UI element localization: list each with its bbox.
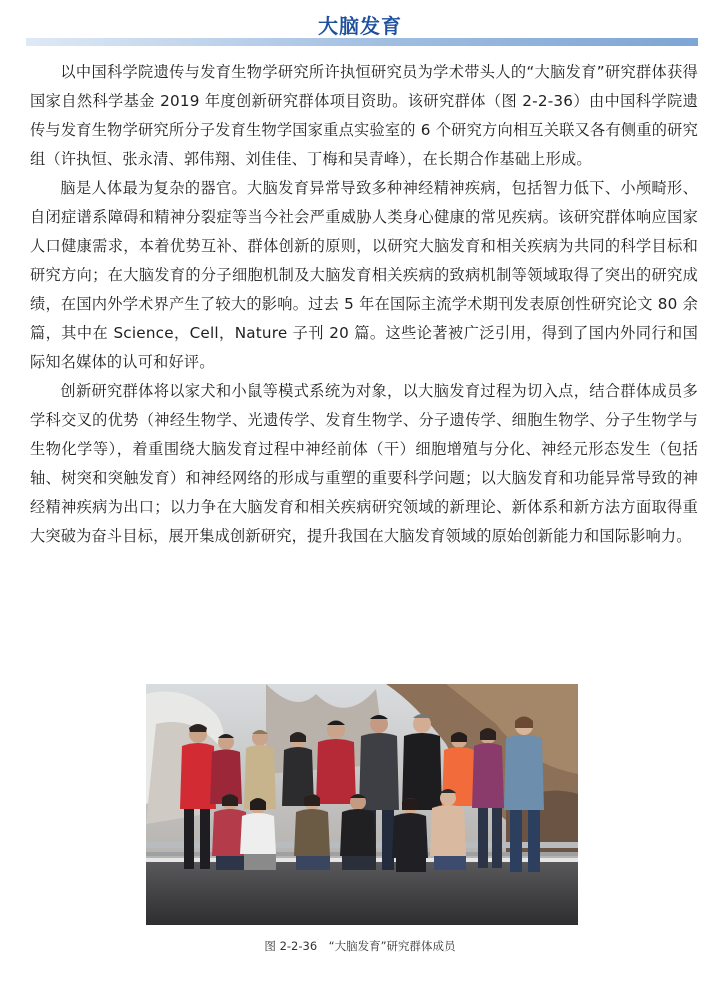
paragraph-research-achievements: 脑是人体最为复杂的器官。大脑发育异常导致多种神经精神疾病，包括智力低下、小颅畸形、自闭症谱系障碍和精神分裂症等当今社会严重威胁人类身心健康的常见疾病。该研究群体响应国家人口健康需求，本着优势互补、群体创新的原则，以研究大脑发育和相关疾病为共同的科学目标和研究方向；在大脑发育的分子细胞机制及大脑发育相关疾病的致病机制等领域取得了突出的研究成绩，在国内外学术界产生了较大的影响。过去 5 年在国际主流学术期刊发表原创性研究论文 80 余篇，其中在 Science，Cell，Nature 子刊 20 篇。这些论著被广泛引用，得到了国内外同行和国际知名媒体的认可和好评。: [30, 179, 698, 371]
page-title: 大脑发育: [318, 14, 402, 38]
paragraph-group-funding: 以中国科学院遗传与发育生物学研究所许执恒研究员为学术带头人的“大脑发育”研究群体获得国家自然科学基金 2019 年度创新研究群体项目资助。该研究群体（图 2-2-36）由中国科学院遗传与发育生物学研究所分子发育生物学国家重点实验室的 6 个研究方向相互关联又各有侧重的研究组（许执恒、张永清、郭伟翔、刘佳佳、丁梅和吴青峰），在长期合作基础上形成。: [30, 63, 698, 168]
article-body: [30, 58, 698, 551]
figure-caption: 图 2-2-36 “大脑发育”研究群体成员: [264, 939, 456, 953]
paragraph-research-plan: 创新研究群体将以家犬和小鼠等模式系统为对象，以大脑发育过程为切入点，结合群体成员多学科交叉的优势（神经生物学、光遗传学、发育生物学、分子遗传学、细胞生物学、分子生物学与生物化学等），着重围绕大脑发育过程中神经前体（干）细胞增殖与分化、神经元形态发生（包括轴、树突和突触发育）和神经网络的形成与重塑的重要科学问题；以大脑发育和功能异常导致的神经精神疾病为出口；以力争在大脑发育和相关疾病研究领域的新理论、新体系和新方法方面取得重大突破为奋斗目标，展开集成创新研究，提升我国在大脑发育领域的原始创新能力和国际影响力。: [30, 382, 698, 545]
group-photo: [146, 684, 578, 925]
title-underline-bar: [26, 38, 698, 46]
